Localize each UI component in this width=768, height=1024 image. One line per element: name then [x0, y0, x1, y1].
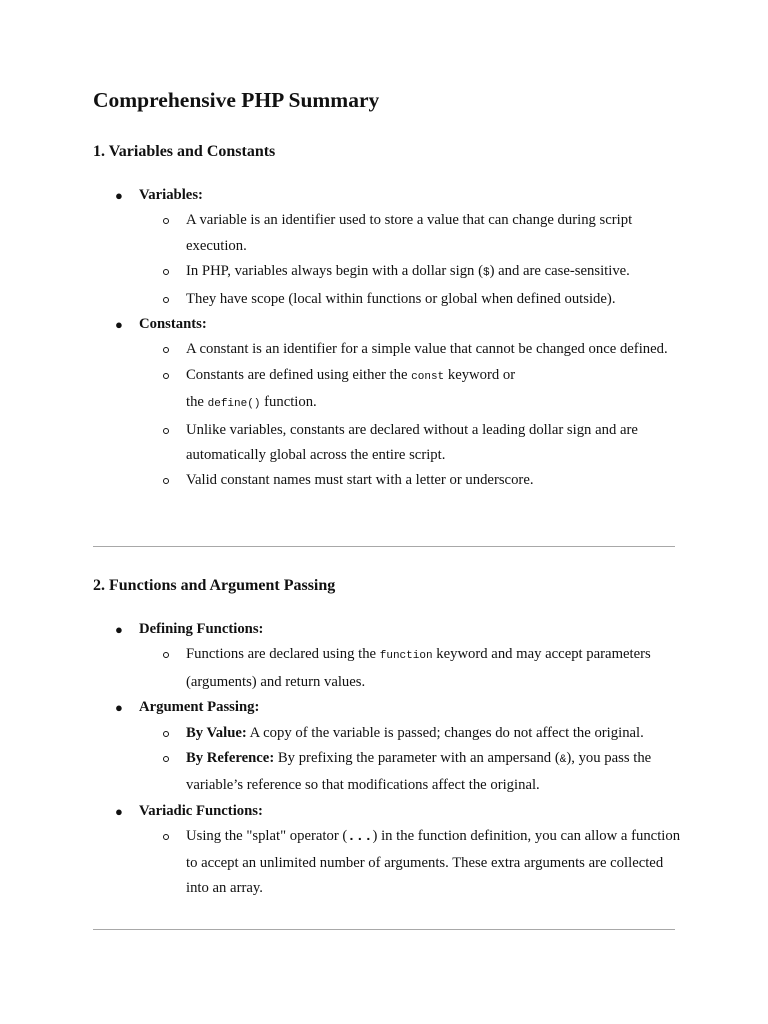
- section-1-list: [93, 183, 683, 494]
- defining-functions-sublist: [93, 642, 683, 695]
- sub-item: A constant is an identifier for a simple value that cannot be changed once defined.: [93, 337, 683, 362]
- circle-bullet-icon: [163, 347, 169, 353]
- list-item-variadic-functions: [93, 799, 683, 902]
- section-divider: [93, 929, 675, 930]
- circle-bullet-icon: [163, 478, 169, 484]
- inline-code: function: [379, 650, 433, 663]
- section-divider: [93, 546, 675, 547]
- circle-bullet-icon: [163, 269, 169, 275]
- circle-bullet-icon: [163, 297, 169, 303]
- sub-item: By Value: A copy of the variable is passed; changes do not affect the original.: [93, 721, 683, 746]
- argument-passing-sublist: [93, 721, 683, 799]
- page-title: Comprehensive PHP Summary: [93, 88, 380, 112]
- constants-sublist: [93, 337, 683, 493]
- item-label: Argument Passing:: [139, 699, 260, 716]
- sub-item: Unlike variables, constants are declared without a leading dollar sign and are automatically global across the entire script.: [93, 418, 683, 469]
- sub-item: Constants are defined using either the const keyword or the define() function.: [93, 363, 683, 418]
- section-2-list: [93, 617, 683, 901]
- list-item-variables: [93, 183, 683, 312]
- sub-item: Functions are declared using the function keyword and may accept parameters (arguments) and return values.: [93, 642, 683, 695]
- sub-item: In PHP, variables always begin with a dollar sign ($) and are case-sensitive.: [93, 259, 683, 286]
- list-item-argument-passing: [93, 695, 683, 799]
- bullet-icon: ●: [115, 188, 123, 203]
- sub-item: By Reference: By prefixing the parameter with an ampersand (&), you pass the variable’s reference so that modifications affect the original.: [93, 746, 683, 799]
- sub-item: Valid constant names must start with a letter or underscore.: [93, 468, 683, 493]
- inline-code: $: [482, 267, 490, 280]
- variadic-functions-sublist: [93, 824, 683, 901]
- bullet-icon: ●: [115, 622, 123, 637]
- circle-bullet-icon: [163, 834, 169, 840]
- list-item-defining-functions: [93, 617, 683, 695]
- bullet-icon: ●: [115, 803, 123, 819]
- list-item-constants: [93, 312, 683, 494]
- inline-code: &: [559, 754, 567, 767]
- item-label: Variadic Functions:: [139, 802, 263, 819]
- circle-bullet-icon: [163, 756, 169, 762]
- sub-item: A variable is an identifier used to store a value that can change during script execution.: [93, 208, 683, 259]
- circle-bullet-icon: [163, 652, 169, 658]
- circle-bullet-icon: [163, 428, 169, 434]
- bullet-icon: ●: [115, 700, 123, 716]
- item-label: Variables:: [139, 187, 203, 203]
- bullet-icon: ●: [115, 317, 123, 333]
- inline-code: const: [411, 370, 445, 383]
- sub-item: They have scope (local within functions or global when defined outside).: [93, 287, 683, 312]
- circle-bullet-icon: [163, 218, 169, 224]
- item-label: Constants:: [139, 316, 207, 333]
- inline-code: define(): [207, 398, 261, 411]
- section-heading-variables-constants: 1. Variables and Constants: [93, 143, 276, 160]
- circle-bullet-icon: [163, 731, 169, 737]
- sub-item: Using the "splat" operator (...) in the function definition, you can allow a function to accept an unlimited number of arguments. These extra arguments are collected into an array.: [93, 824, 683, 901]
- section-heading-functions: 2. Functions and Argument Passing: [93, 577, 336, 594]
- item-label: Defining Functions:: [139, 621, 264, 637]
- inline-code: ...: [347, 829, 373, 846]
- variables-sublist: [93, 208, 683, 312]
- circle-bullet-icon: [163, 373, 169, 379]
